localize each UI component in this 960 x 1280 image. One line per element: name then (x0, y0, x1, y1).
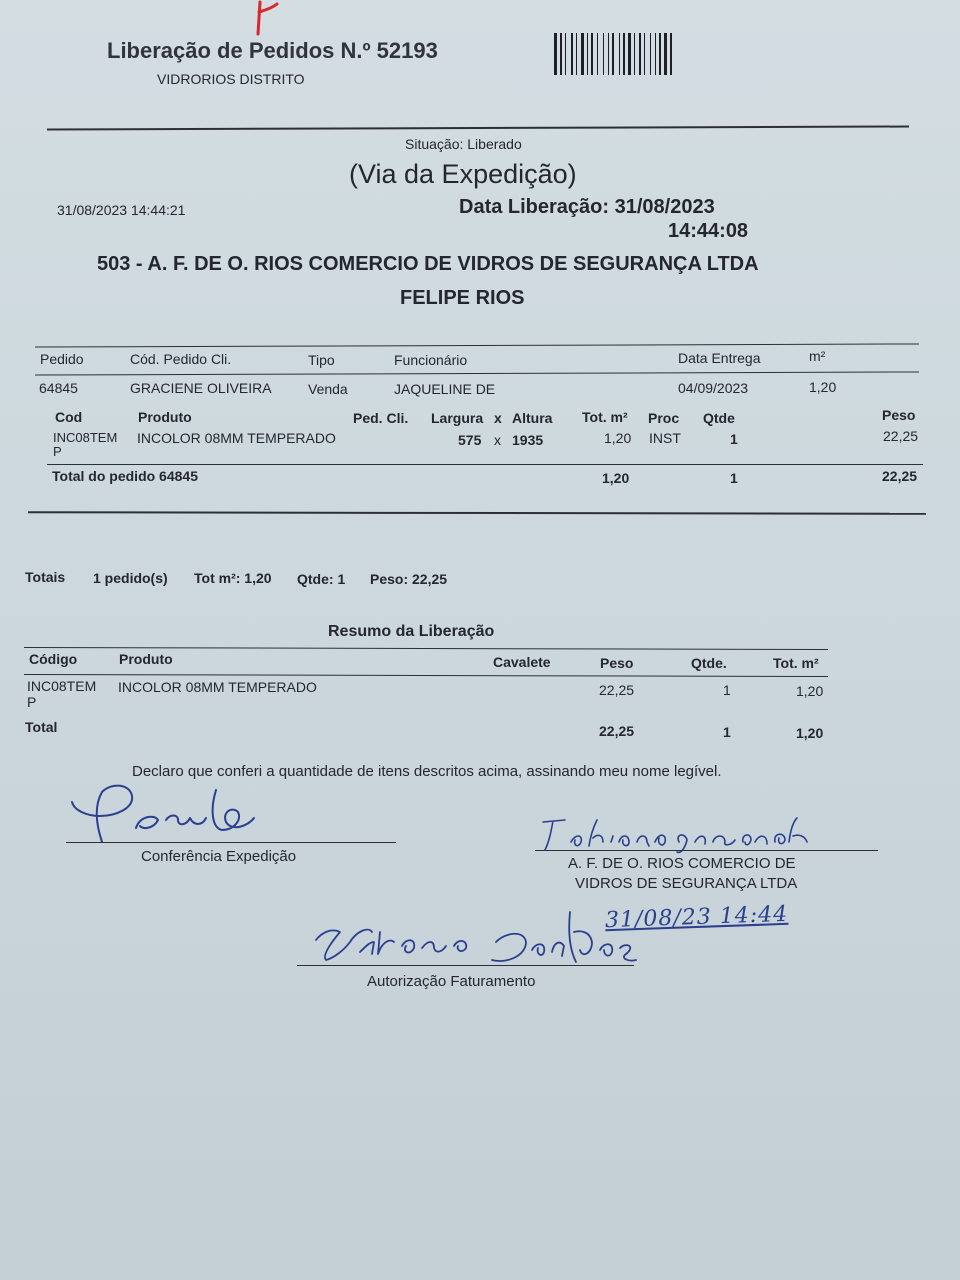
barcode-bar (628, 33, 631, 75)
item-header-cod: Cod (55, 409, 83, 425)
totals-peso: Peso: 22,25 (370, 571, 448, 587)
summary-total-qtde: 1 (723, 724, 731, 740)
signature-line-autorizacao (297, 965, 634, 966)
summary-header-codigo: Código (29, 651, 78, 667)
client-name: 503 - A. F. DE O. RIOS COMERCIO DE VIDROS DE SEGURANÇA LTDA (97, 253, 759, 275)
col-header-tipo: Tipo (308, 352, 335, 368)
client-contact: FELIPE RIOS (400, 287, 525, 309)
client-label-line1: A. F. DE O. RIOS COMERCIO DE (568, 855, 796, 872)
barcode-bar (565, 33, 566, 75)
item-cod-continued: P (53, 444, 62, 459)
barcode-bar (619, 33, 620, 75)
barcode-bar (664, 33, 667, 75)
item-tot-m2: 1,20 (604, 430, 632, 446)
summary-top-rule (24, 647, 828, 650)
col-header-cod-pedido-cli: Cód. Pedido Cli. (130, 351, 232, 367)
barcode-bar (644, 33, 645, 75)
totals-pedidos: 1 pedido(s) (93, 570, 168, 586)
summary-row-tot-m2: 1,20 (796, 683, 824, 699)
autorizacao-label: Autorização Faturamento (367, 973, 536, 990)
barcode-bar (560, 33, 562, 75)
summary-header-produto: Produto (119, 651, 173, 667)
conferencia-label: Conferência Expedição (141, 848, 297, 865)
item-proc: INST (649, 430, 681, 446)
summary-header-peso: Peso (600, 655, 634, 671)
header-divider (47, 125, 909, 130)
summary-row-codigo-continued: P (27, 694, 37, 710)
barcode-bar (554, 33, 557, 75)
client-label-line2: VIDROS DE SEGURANÇA LTDA (575, 875, 798, 892)
release-time: 14:44:08 (668, 220, 749, 242)
barcode-bar (639, 33, 641, 75)
totals-tot-m2: Tot m²: 1,20 (194, 570, 272, 586)
summary-total-tot-m2: 1,20 (796, 725, 824, 741)
summary-total-label: Total (25, 719, 58, 735)
summary-header-rule (24, 674, 828, 677)
item-header-qtde: Qtde (703, 410, 735, 426)
order-total-qtde: 1 (730, 470, 738, 486)
summary-row-produto: INCOLOR 08MM TEMPERADO (118, 679, 317, 695)
summary-total-peso: 22,25 (599, 723, 635, 739)
signature-client (535, 812, 820, 858)
order-total-rule (47, 464, 923, 465)
barcode-bar (581, 33, 584, 75)
barcode-bar (623, 33, 625, 75)
item-header-ped-cli: Ped. Cli. (353, 410, 409, 426)
order-m2: 1,20 (809, 379, 837, 395)
barcode-bar (634, 33, 635, 75)
section-divider (28, 511, 926, 515)
col-header-data-entrega: Data Entrega (678, 350, 761, 366)
order-total-label: Total do pedido 64845 (52, 468, 198, 484)
summary-title: Resumo da Liberação (328, 623, 495, 640)
barcode-bar (576, 33, 577, 75)
printed-timestamp: 31/08/2023 14:44:21 (57, 202, 186, 218)
col-header-pedido: Pedido (40, 351, 84, 367)
item-header-proc: Proc (648, 410, 680, 426)
barcode-bar (650, 33, 651, 75)
barcode-bar (587, 33, 588, 75)
item-header-x: x (494, 410, 502, 426)
item-cod: INC08TEM (53, 430, 118, 445)
barcode-bar (591, 33, 593, 75)
barcode-image (554, 33, 706, 75)
item-header-tot-m2: Tot. m² (582, 409, 628, 425)
barcode-bar (603, 33, 604, 75)
item-qtde: 1 (730, 431, 738, 447)
order-total-tot-m2: 1,20 (602, 470, 630, 486)
item-header-altura: Altura (512, 410, 553, 426)
barcode-bar (597, 33, 598, 75)
signature-autorizacao (310, 902, 640, 974)
barcode-bar (608, 33, 609, 75)
order-funcionario: JAQUELINE DE (394, 381, 496, 397)
barcode-bar (612, 33, 614, 75)
item-produto: INCOLOR 08MM TEMPERADO (137, 430, 336, 446)
order-pedido: 64845 (39, 380, 78, 396)
order-table-top-rule (35, 343, 919, 347)
handwritten-date: 31/08/23 14:44 (604, 901, 789, 934)
item-header-largura: Largura (431, 410, 484, 426)
summary-header-qtde: Qtde. (691, 655, 727, 671)
barcode-bar (659, 33, 661, 75)
via-label: (Via da Expedição) (349, 159, 577, 189)
item-altura: 1935 (512, 432, 544, 448)
barcode-bar (670, 33, 672, 75)
col-header-m2: m² (809, 348, 826, 364)
summary-header-cavalete: Cavalete (493, 654, 551, 670)
item-header-produto: Produto (138, 409, 192, 425)
order-cod-pedido-cli: GRACIENE OLIVEIRA (130, 380, 272, 396)
item-x: x (494, 432, 501, 448)
release-date: Data Liberação: 31/08/2023 (459, 196, 715, 218)
red-pen-mark (252, 0, 282, 40)
order-data-entrega: 04/09/2023 (678, 380, 749, 396)
signature-line-client (535, 850, 878, 851)
signature-conferencia (66, 780, 276, 850)
status-text: Situação: Liberado (405, 136, 522, 152)
totals-label: Totais (25, 569, 66, 585)
order-total-peso: 22,25 (882, 468, 918, 484)
col-header-funcionario: Funcionário (394, 352, 468, 368)
order-tipo: Venda (308, 381, 348, 397)
barcode-bar (571, 33, 573, 75)
item-peso: 22,25 (883, 428, 919, 444)
order-header-rule (35, 371, 919, 375)
document-title: Liberação de Pedidos N.º 52193 (107, 38, 438, 63)
summary-row-peso: 22,25 (599, 682, 635, 698)
signature-line-conferencia (66, 842, 396, 843)
summary-row-codigo: INC08TEM (27, 678, 97, 694)
barcode-bar (655, 33, 656, 75)
company-name: VIDRORIOS DISTRITO (157, 71, 305, 87)
item-header-peso: Peso (882, 407, 916, 423)
summary-row-qtde: 1 (723, 682, 731, 698)
declaration-text: Declaro que conferi a quantidade de itens descritos acima, assinando meu nome legível. (132, 763, 722, 780)
summary-header-tot-m2: Tot. m² (773, 655, 819, 671)
item-largura: 575 (458, 432, 482, 448)
totals-qtde: Qtde: 1 (297, 571, 346, 587)
